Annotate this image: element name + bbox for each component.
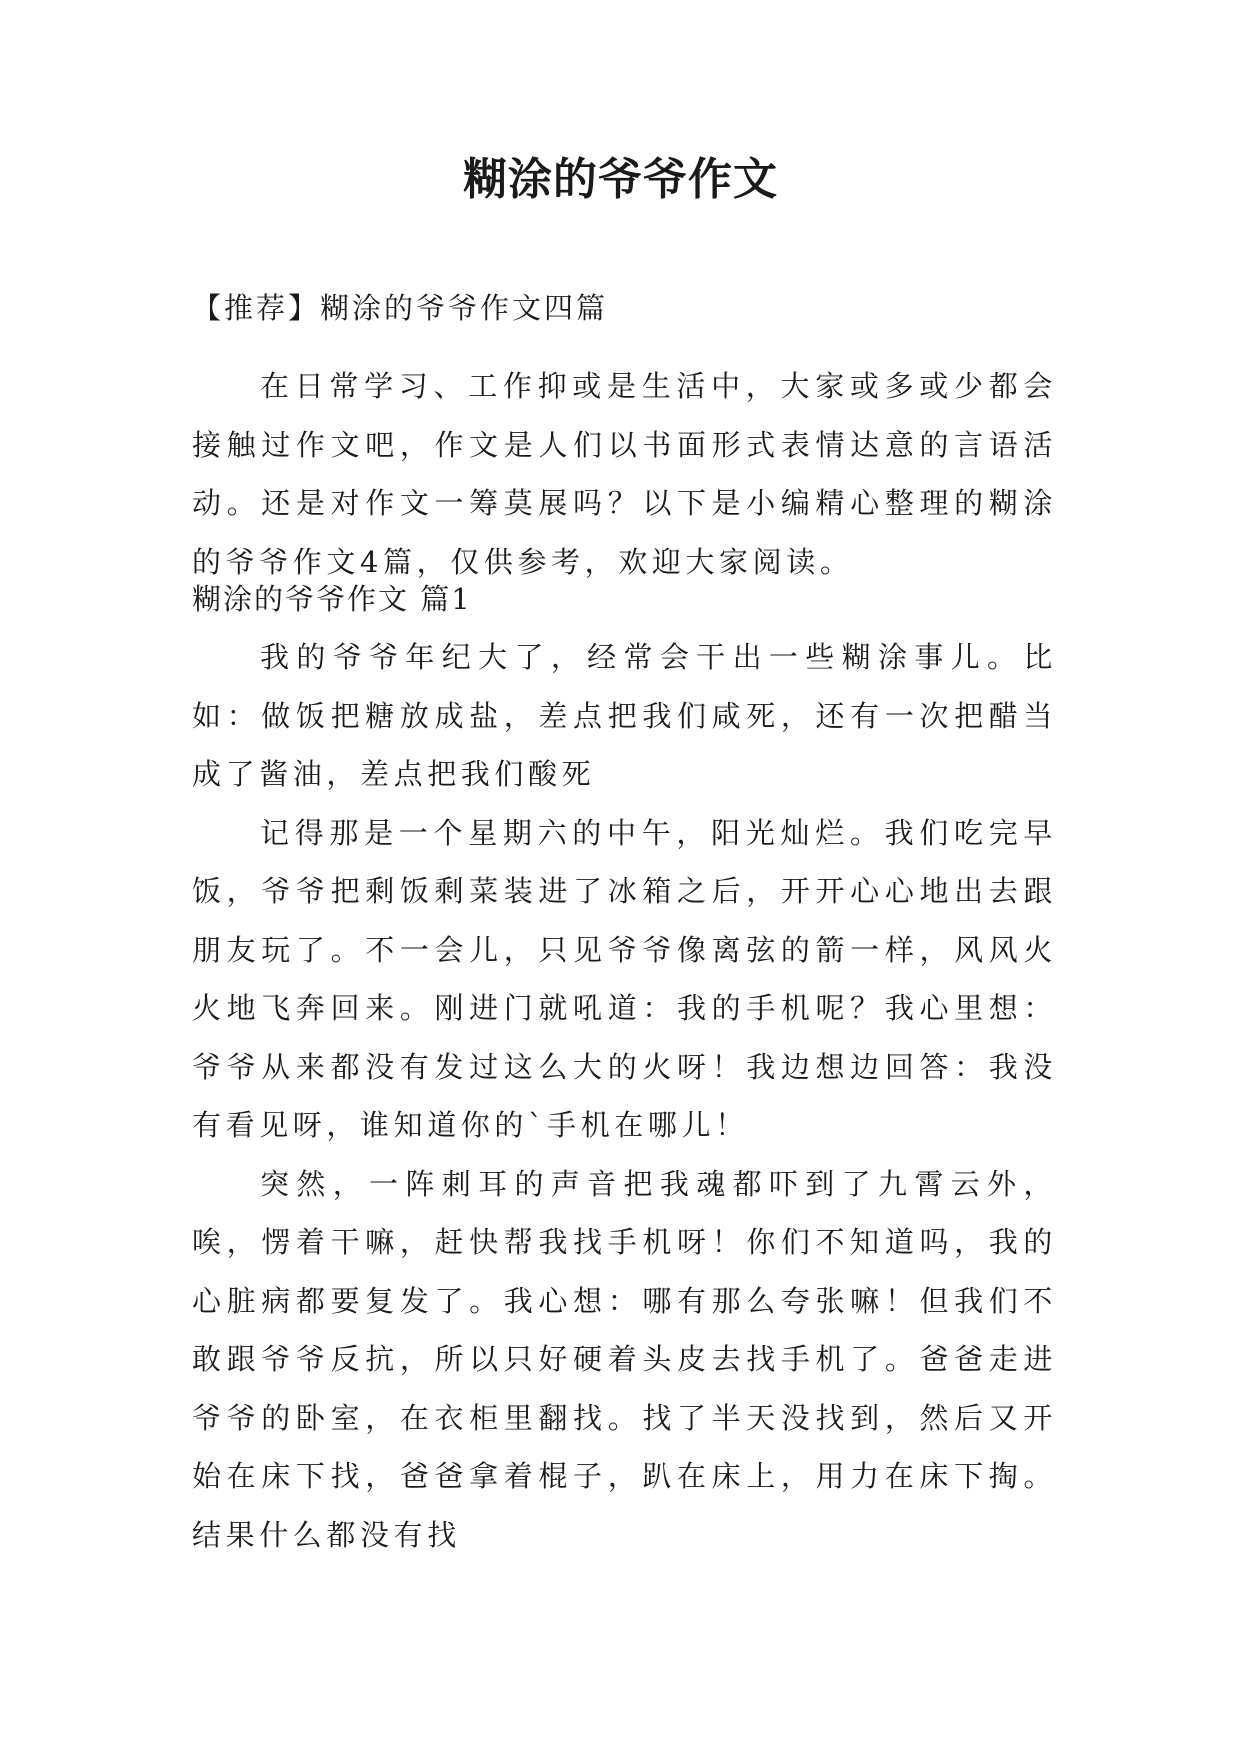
essay-paragraph-2: 记得那是一个星期六的中午，阳光灿烂。我们吃完早饭，爷爷把剩饭剩菜装进了冰箱之后，开开心心地出去跟朋友玩了。不一会儿，只见爷爷像离弦的箭一样，风风火火地飞奔回来。刚进门就吼道：我的手机呢？我心里想：爷爷从来都没有发过这么大的火呀！我边想边回答：我没有看见呀，谁知道你的`手机在哪儿！: [192, 815, 1057, 1142]
intro-block: [192, 357, 1057, 591]
essay-block: [192, 570, 1057, 1564]
document-title: 糊涂的爷爷作文: [463, 154, 778, 205]
essay-paragraph-3: 突然，一阵刺耳的声音把我魂都吓到了九霄云外，唉，愣着干嘛，赶快帮我找手机呀！你们不知道吗，我的心脏病都要复发了。我心想：哪有那么夸张嘛！但我们不敢跟爷爷反抗，所以只好硬着头皮去找手机了。爸爸走进爷爷的卧室，在衣柜里翻找。找了半天没找到，然后又开始在床下找，爸爸拿着棍子，趴在床上，用力在床下掏。结果什么都没有找: [192, 1166, 1057, 1552]
essay-paragraph-1: 我的爷爷年纪大了，经常会干出一些糊涂事儿。比如：做饭把糖放成盐，差点把我们咸死，还有一次把醋当成了酱油，差点把我们酸死: [192, 640, 1057, 791]
document-subtitle: 【推荐】糊涂的爷爷作文四篇: [192, 291, 609, 325]
section-heading: 糊涂的爷爷作文 篇1: [192, 582, 472, 616]
intro-paragraph: 在日常学习、工作抑或是生活中，大家或多或少都会接触过作文吧，作文是人们以书面形式表情达意的言语活动。还是对作文一筹莫展吗？以下是小编精心整理的糊涂的爷爷作文4篇，仅供参考，欢迎大家阅读。: [192, 369, 1057, 579]
